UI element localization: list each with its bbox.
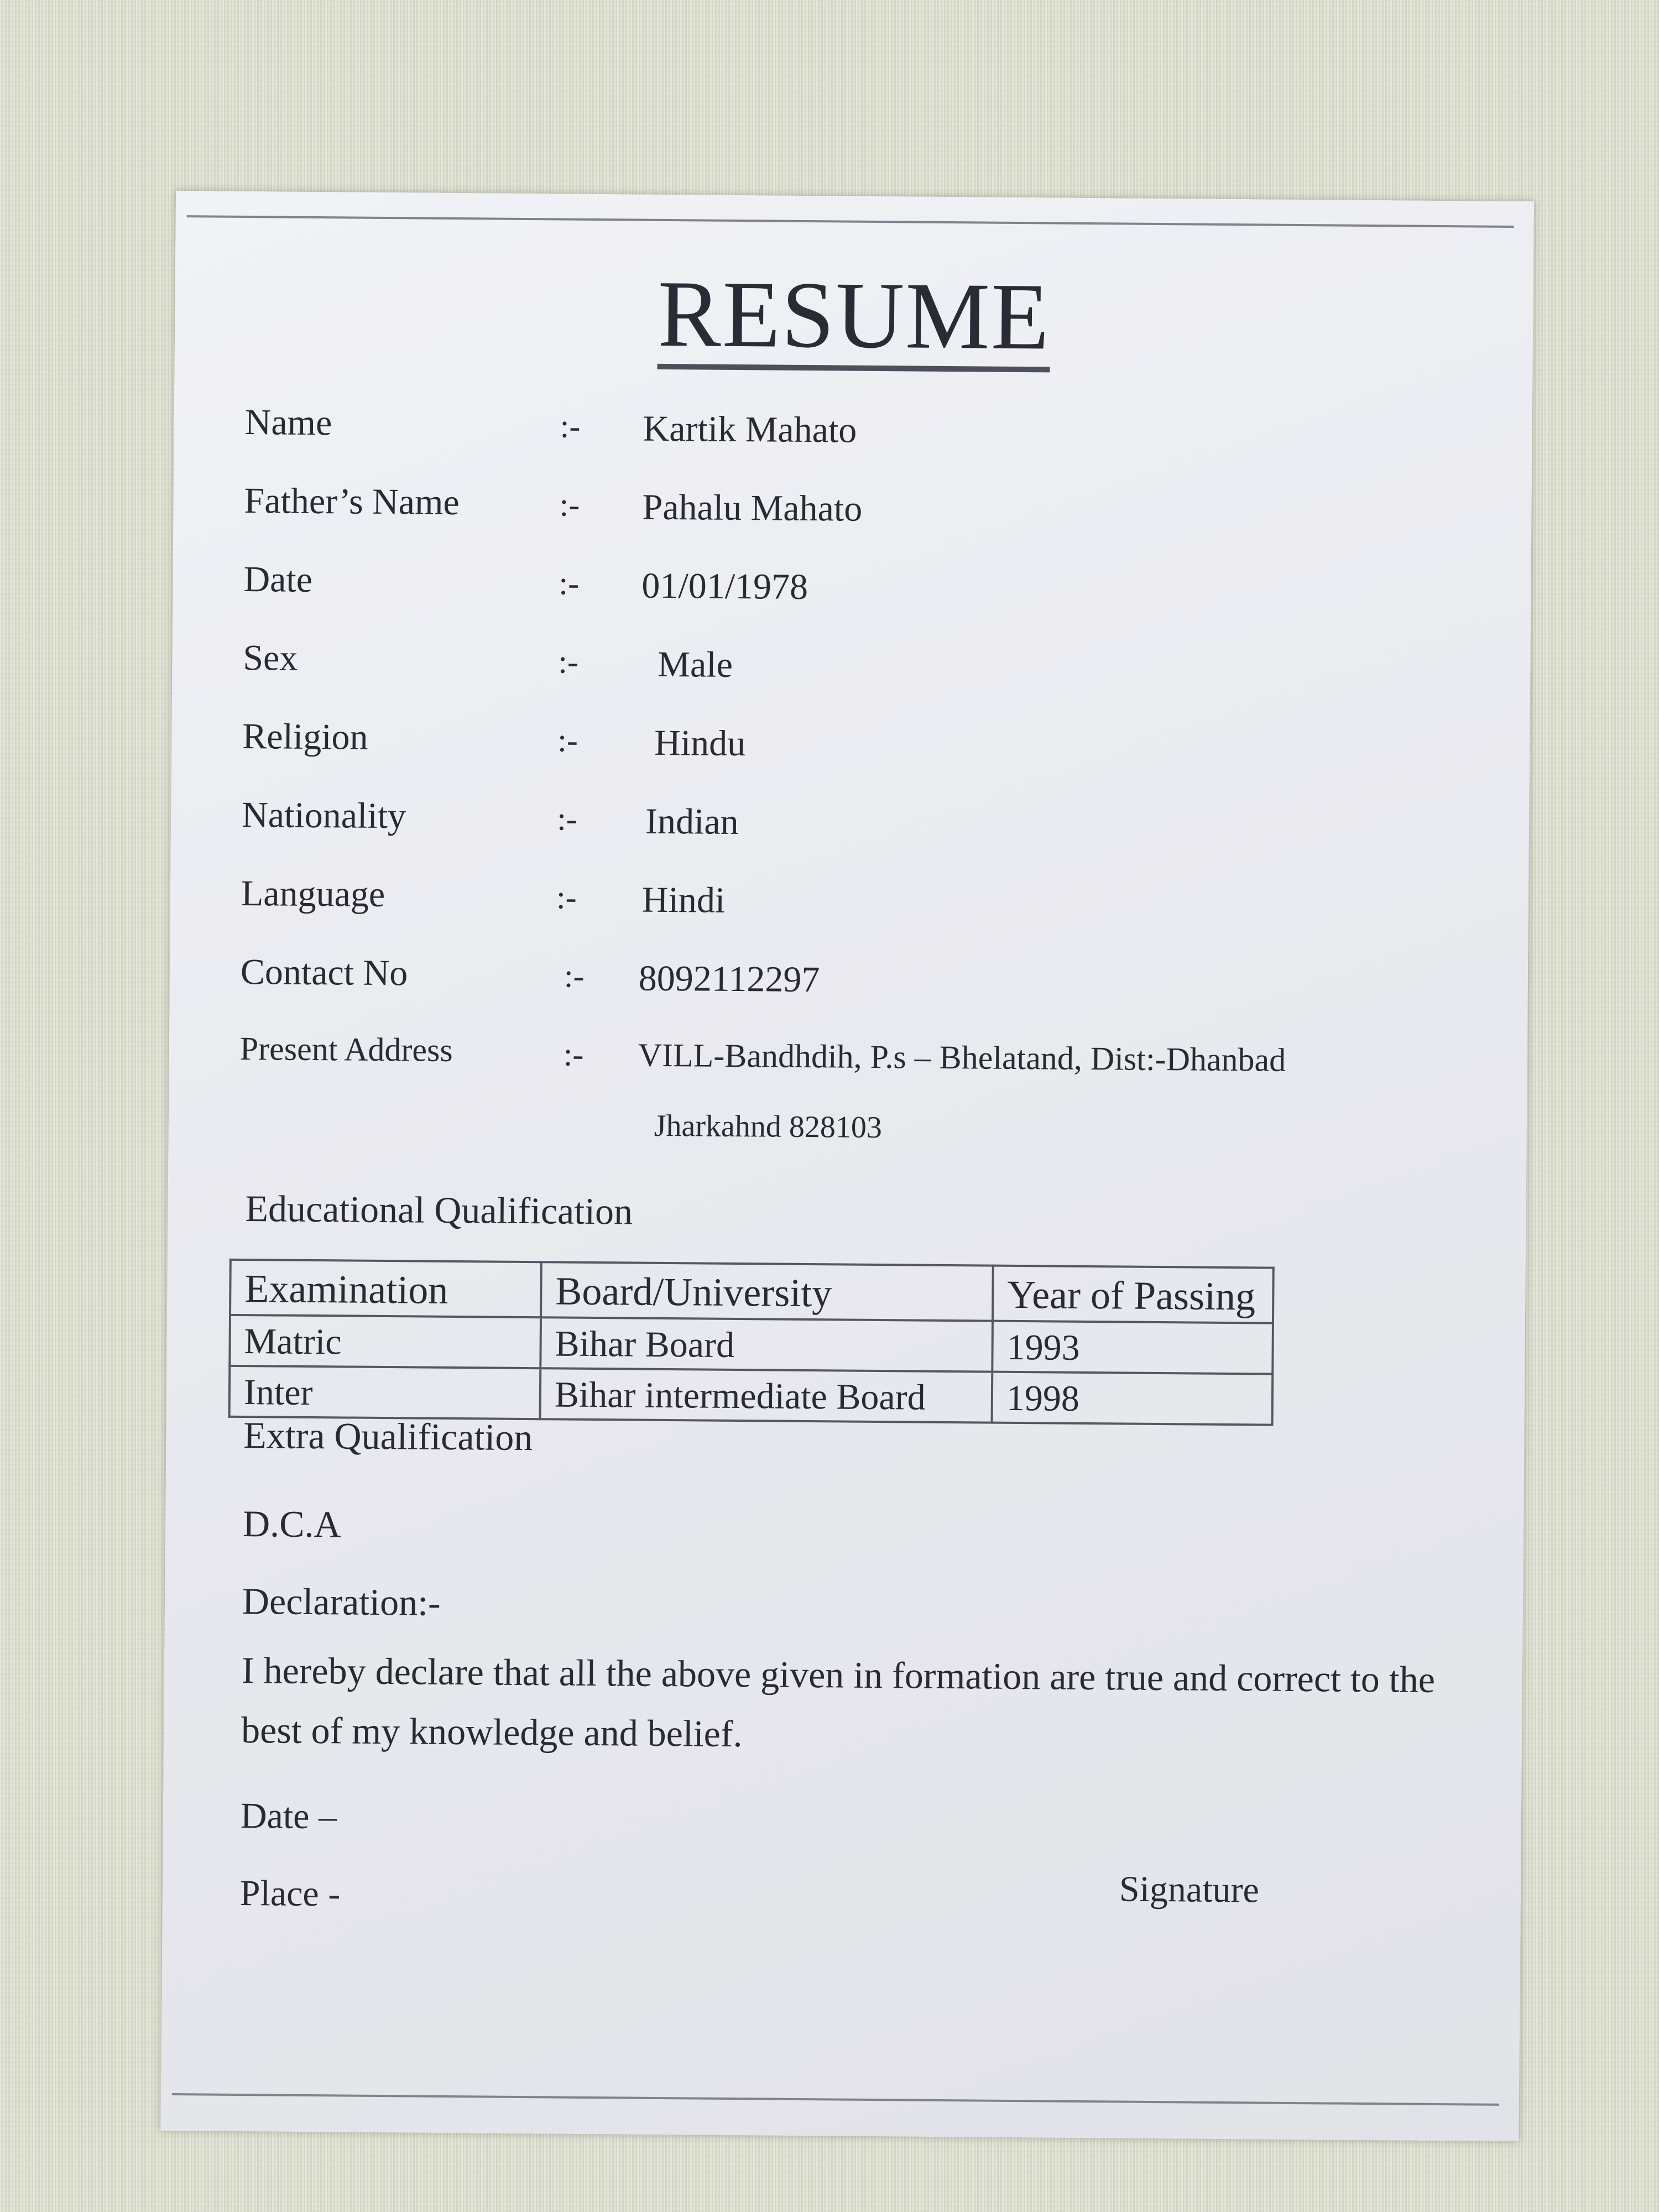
place-label: Place - bbox=[239, 1873, 341, 1914]
field-value: Pahalu Mahato bbox=[642, 487, 863, 529]
field-row-present-address bbox=[239, 1030, 1457, 1111]
field-row-date bbox=[243, 559, 1460, 646]
table-cell: 1993 bbox=[992, 1321, 1273, 1374]
field-label: Date bbox=[243, 559, 313, 600]
field-separator: :- bbox=[558, 643, 579, 680]
field-value: VILL-Bandhdih, P.s – Bhelatand, Dist:-Dhanbad bbox=[638, 1036, 1286, 1078]
personal-info bbox=[239, 401, 1462, 1177]
table-cell: Matric bbox=[229, 1315, 541, 1368]
table-cell: 1998 bbox=[992, 1372, 1273, 1425]
signature-label: Signature bbox=[1119, 1869, 1260, 1911]
field-label: Name bbox=[244, 401, 332, 444]
declaration-heading: Declaration:- bbox=[242, 1580, 441, 1624]
table-row bbox=[229, 1315, 1273, 1374]
resume-paper bbox=[160, 191, 1533, 2141]
field-value: Hindi bbox=[641, 879, 726, 921]
field-row-religion bbox=[242, 716, 1459, 804]
field-value: Hindu bbox=[654, 722, 746, 764]
field-row-name bbox=[244, 401, 1462, 489]
field-label: Religion bbox=[242, 716, 368, 758]
education-heading: Educational Qualification bbox=[245, 1187, 633, 1233]
extra-qualification-value: D.C.A bbox=[242, 1503, 341, 1546]
field-row-nationality bbox=[241, 794, 1458, 882]
address-line-2: Jharkahnd 828103 bbox=[654, 1108, 883, 1145]
field-row-fathers-name bbox=[244, 480, 1461, 568]
field-label: Nationality bbox=[241, 794, 406, 837]
column-header: Examination bbox=[230, 1260, 541, 1317]
page-title bbox=[175, 263, 1533, 376]
table-cell: Inter bbox=[229, 1366, 541, 1419]
field-row-language bbox=[241, 873, 1458, 961]
field-separator: :- bbox=[564, 957, 585, 994]
extra-qualification-heading: Extra Qualification bbox=[243, 1414, 533, 1459]
field-row-contact-no bbox=[240, 951, 1457, 1039]
table-cell: Bihar Board bbox=[540, 1317, 993, 1371]
top-rule bbox=[187, 215, 1514, 228]
field-value: 8092112297 bbox=[638, 958, 820, 1000]
field-label: Language bbox=[241, 873, 385, 915]
date-label: Date – bbox=[240, 1796, 337, 1837]
education-table bbox=[228, 1259, 1275, 1426]
field-label: Contact No bbox=[240, 951, 408, 994]
field-value: Male bbox=[658, 644, 733, 685]
field-separator: :- bbox=[559, 486, 580, 523]
field-value: Indian bbox=[645, 801, 739, 843]
address-continuation bbox=[239, 1102, 1456, 1177]
field-separator: :- bbox=[557, 722, 578, 759]
field-separator: :- bbox=[559, 565, 580, 602]
table-header-row bbox=[230, 1260, 1274, 1323]
field-label: Father’s Name bbox=[244, 480, 460, 523]
column-header: Year of Passing bbox=[993, 1266, 1274, 1323]
field-label: Sex bbox=[243, 637, 298, 679]
title-text: RESUME bbox=[658, 267, 1051, 373]
field-separator: :- bbox=[560, 408, 581, 445]
field-value: 01/01/1978 bbox=[641, 565, 808, 607]
declaration-text: I hereby declare that all the above given in formation are true and correct to the best of my knowledge and belief. bbox=[241, 1649, 1436, 1755]
field-separator: :- bbox=[563, 1036, 584, 1073]
field-separator: :- bbox=[556, 800, 578, 837]
column-header: Board/University bbox=[541, 1262, 993, 1321]
table-cell: Bihar intermediate Board bbox=[540, 1368, 993, 1422]
field-separator: :- bbox=[556, 879, 577, 916]
field-row-sex bbox=[243, 637, 1460, 725]
field-value: Kartik Mahato bbox=[643, 408, 857, 451]
field-label: Present Address bbox=[239, 1030, 453, 1068]
bottom-rule bbox=[172, 2093, 1499, 2106]
